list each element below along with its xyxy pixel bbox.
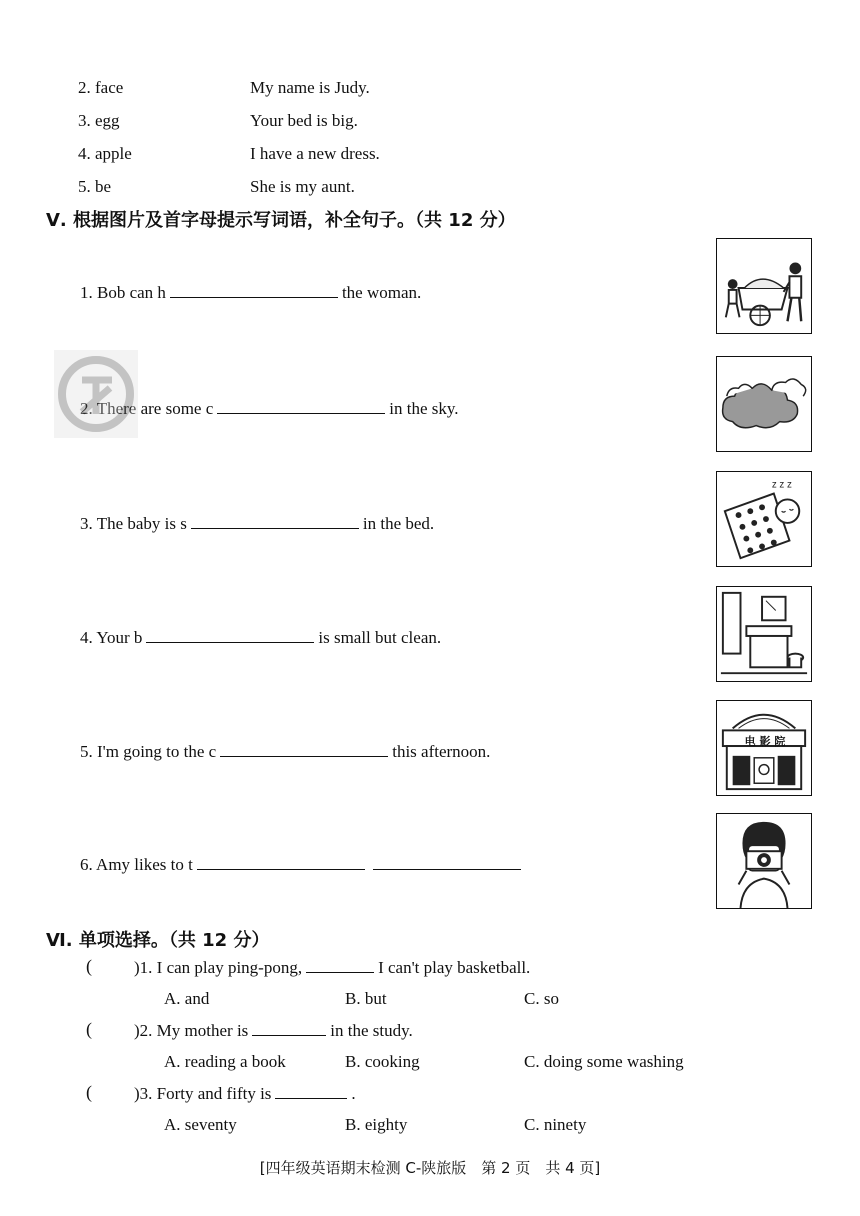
section-6-title: Ⅵ. 单项选择。（共 12 分） bbox=[46, 930, 270, 951]
answer-blank[interactable] bbox=[252, 1021, 326, 1036]
question-number: 2. bbox=[139, 1021, 153, 1040]
sentence-start: 4. Your b bbox=[80, 628, 143, 647]
fill-sentence-6 bbox=[80, 855, 525, 875]
question-stem: I can play ping-pong, bbox=[156, 958, 303, 977]
sentence-start: 6. Amy likes to t bbox=[80, 855, 193, 874]
question-number: 1. bbox=[139, 958, 153, 977]
option-a[interactable]: A. and bbox=[164, 989, 210, 1008]
answer-blank[interactable] bbox=[373, 855, 521, 870]
sentence-start: 3. The baby is s bbox=[80, 514, 187, 533]
answer-blank[interactable] bbox=[217, 399, 385, 414]
sentence-start: 5. I'm going to the c bbox=[80, 742, 217, 761]
option-c[interactable]: C. doing some washing bbox=[524, 1052, 684, 1071]
matching-word: 3. egg bbox=[78, 111, 120, 130]
option-b[interactable]: B. but bbox=[345, 989, 387, 1008]
answer-blank[interactable] bbox=[170, 283, 338, 298]
question-stem-end: in the study. bbox=[330, 1021, 413, 1040]
fill-sentence-1 bbox=[80, 283, 421, 303]
sentence-start: 2. There are some c bbox=[80, 399, 214, 418]
answer-blank[interactable] bbox=[306, 958, 374, 973]
page-footer: [四年级英语期末检测 C-陕旅版 第 2 页 共 4 页] bbox=[259, 1159, 601, 1177]
sentence-end: the woman. bbox=[341, 283, 422, 302]
answer-paren-open[interactable]: ( bbox=[86, 956, 92, 976]
question-stem-end: I can't play basketball. bbox=[378, 958, 531, 977]
matching-word: 2. face bbox=[78, 78, 124, 97]
matching-sentence: She is my aunt. bbox=[250, 177, 355, 196]
question-text bbox=[134, 1021, 413, 1041]
matching-sentence: My name is Judy. bbox=[250, 78, 370, 97]
option-c[interactable]: C. ninety bbox=[524, 1115, 587, 1134]
option-a[interactable]: A. seventy bbox=[164, 1115, 237, 1134]
option-a[interactable]: A. reading a book bbox=[164, 1052, 286, 1071]
answer-blank[interactable] bbox=[197, 855, 365, 870]
matching-sentence: I have a new dress. bbox=[250, 144, 380, 163]
answer-blank[interactable] bbox=[146, 628, 314, 643]
sentence-end: in the bed. bbox=[362, 514, 435, 533]
matching-sentence: Your bed is big. bbox=[250, 111, 358, 130]
sentence-start: 1. Bob can h bbox=[80, 283, 166, 302]
answer-paren-open[interactable]: ( bbox=[86, 1082, 92, 1102]
fill-sentence-3 bbox=[80, 514, 434, 534]
answer-paren-close: ) bbox=[134, 1084, 140, 1103]
option-b[interactable]: B. cooking bbox=[345, 1052, 420, 1071]
svg-text:z z z: z z z bbox=[771, 479, 792, 491]
answer-blank[interactable] bbox=[275, 1084, 347, 1099]
clouds-picture bbox=[716, 356, 812, 452]
option-c[interactable]: C. so bbox=[524, 989, 559, 1008]
question-stem: Forty and fifty is bbox=[156, 1084, 272, 1103]
faded-stamp-icon bbox=[52, 348, 140, 440]
question-stem-end: . bbox=[351, 1084, 356, 1103]
answer-paren-open[interactable]: ( bbox=[86, 1019, 92, 1039]
answer-paren-close: ) bbox=[134, 1021, 140, 1040]
answer-blank[interactable] bbox=[220, 742, 388, 757]
question-number: 3. bbox=[139, 1084, 153, 1103]
fill-sentence-4 bbox=[80, 628, 441, 648]
answer-blank[interactable] bbox=[191, 514, 359, 529]
section-5-title: Ⅴ. 根据图片及首字母提示写词语，补全句子。（共 12 分） bbox=[46, 210, 516, 231]
question-stem: My mother is bbox=[156, 1021, 249, 1040]
matching-word: 4. apple bbox=[78, 144, 132, 163]
sentence-end: this afternoon. bbox=[392, 742, 491, 761]
bathroom-picture bbox=[716, 586, 812, 682]
answer-paren-close: ) bbox=[134, 958, 140, 977]
option-b[interactable]: B. eighty bbox=[345, 1115, 408, 1134]
sentence-end: in the sky. bbox=[389, 399, 459, 418]
question-text bbox=[134, 1084, 356, 1104]
question-text bbox=[134, 958, 530, 978]
sentence-end: is small but clean. bbox=[318, 628, 442, 647]
cinema-sign-text: 电 影 院 bbox=[744, 735, 786, 748]
matching-word: 5. be bbox=[78, 177, 112, 196]
boy-helping-woman-push-cart-picture bbox=[716, 238, 812, 334]
sleeping-baby-picture bbox=[716, 471, 812, 567]
girl-taking-photos-picture bbox=[716, 813, 812, 909]
fill-sentence-5 bbox=[80, 742, 490, 762]
cinema-picture bbox=[716, 700, 812, 796]
